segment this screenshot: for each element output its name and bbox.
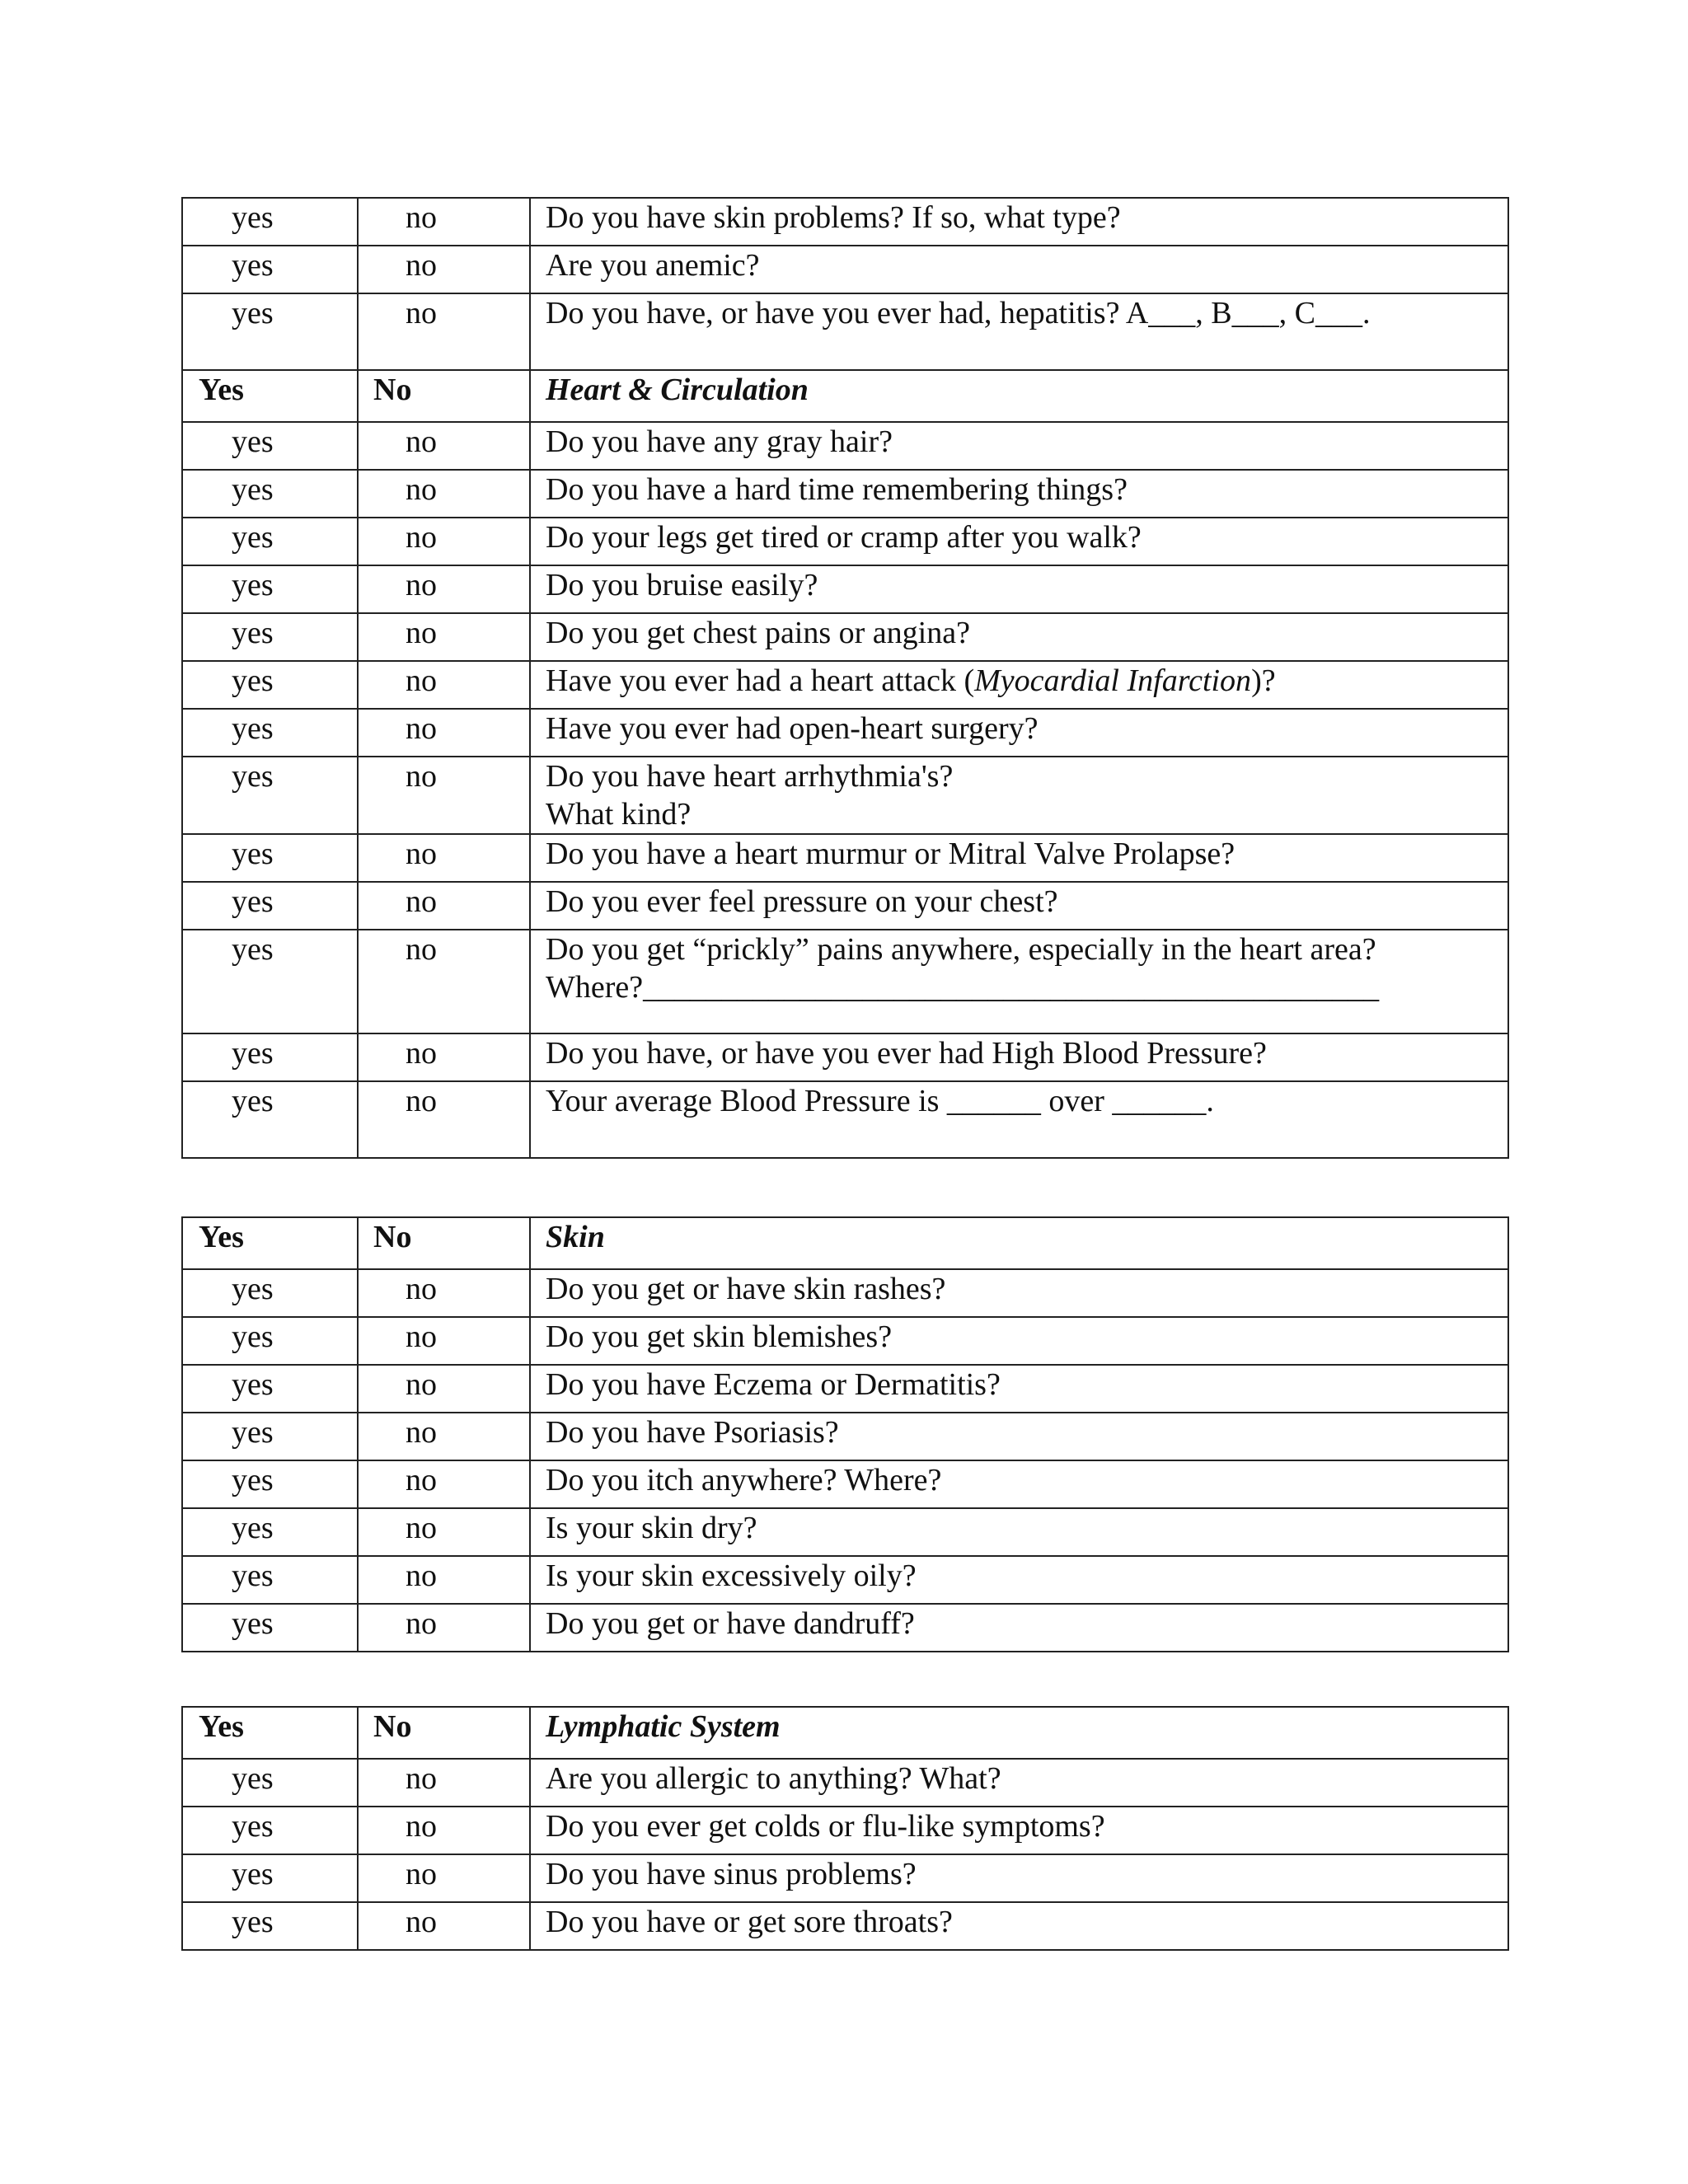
skin-table [181,1216,1509,1652]
table-row [182,198,1508,246]
table-row [182,1081,1508,1158]
question-text: Is your skin dry? [530,1508,1508,1556]
table-row [182,613,1508,661]
no-column-header: No [358,370,530,422]
question-text: Is your skin excessively oily? [530,1556,1508,1604]
yes-option[interactable]: yes [182,613,358,661]
yes-option[interactable]: yes [182,518,358,565]
question-text-term: Myocardial Infarction [974,663,1252,698]
section-header-row [182,1707,1508,1759]
no-column-header: No [358,1707,530,1759]
no-option[interactable]: no [358,1759,530,1807]
no-option[interactable]: no [358,1508,530,1556]
no-option[interactable]: no [358,246,530,293]
question-text-pre: Have you ever had a heart attack ( [546,663,975,698]
question-text: Do you have a hard time remembering things? [530,470,1508,518]
no-option[interactable]: no [358,293,530,370]
question-text [530,661,1508,709]
table-row [182,1902,1508,1950]
yes-option[interactable]: yes [182,246,358,293]
table-row [182,470,1508,518]
no-option[interactable]: no [358,1317,530,1365]
question-text: Do you have a heart murmur or Mitral Valve Prolapse? [530,834,1508,882]
no-option[interactable]: no [358,1902,530,1950]
question-text: Do your legs get tired or cramp after you walk? [530,518,1508,565]
no-option[interactable]: no [358,613,530,661]
table-row [182,422,1508,470]
no-option[interactable]: no [358,1081,530,1158]
question-line-1: Do you have heart arrhythmia's? [546,759,954,794]
question-text: Do you have skin problems? If so, what type? [530,198,1508,246]
question-text: Do you have Eczema or Dermatitis? [530,1365,1508,1413]
table-row [182,1854,1508,1902]
table-row [182,1556,1508,1604]
no-option[interactable]: no [358,470,530,518]
table-row [182,709,1508,757]
yes-option[interactable]: yes [182,1413,358,1460]
question-text [530,930,1508,1033]
no-option[interactable]: no [358,882,530,930]
no-option[interactable]: no [358,565,530,613]
section-title: Heart & Circulation [530,370,1508,422]
yes-option[interactable]: yes [182,1556,358,1604]
no-option[interactable]: no [358,518,530,565]
question-line-1: Do you get “prickly” pains anywhere, especially in the heart area? [546,932,1376,967]
question-text: Are you anemic? [530,246,1508,293]
no-option[interactable]: no [358,1556,530,1604]
table-row [182,930,1508,1033]
question-text: Do you get skin blemishes? [530,1317,1508,1365]
table-row [182,661,1508,709]
no-option[interactable]: no [358,1807,530,1854]
table-row [182,518,1508,565]
yes-option[interactable]: yes [182,757,358,834]
table-row [182,1365,1508,1413]
yes-option[interactable]: yes [182,834,358,882]
table-row [182,1807,1508,1854]
question-text-post: )? [1251,663,1276,698]
question-text: Do you have or get sore throats? [530,1902,1508,1950]
yes-option[interactable]: yes [182,1854,358,1902]
yes-option[interactable]: yes [182,1365,358,1413]
table-row [182,757,1508,834]
no-column-header: No [358,1217,530,1269]
lymphatic-table [181,1706,1509,1951]
question-text: Do you bruise easily? [530,565,1508,613]
no-option[interactable]: no [358,757,530,834]
question-text: Are you allergic to anything? What? [530,1759,1508,1807]
no-option[interactable]: no [358,1604,530,1652]
no-option[interactable]: no [358,1460,530,1508]
question-text: Do you have sinus problems? [530,1854,1508,1902]
yes-option[interactable]: yes [182,1604,358,1652]
no-option[interactable]: no [358,198,530,246]
yes-option[interactable]: yes [182,198,358,246]
yes-option[interactable]: yes [182,930,358,1033]
yes-option[interactable]: yes [182,709,358,757]
no-option[interactable]: no [358,661,530,709]
table-row [182,882,1508,930]
question-text: Do you ever feel pressure on your chest? [530,882,1508,930]
question-text: Have you ever had open-heart surgery? [530,709,1508,757]
yes-column-header: Yes [182,370,358,422]
question-text: Do you itch anywhere? Where? [530,1460,1508,1508]
table-row [182,246,1508,293]
no-option[interactable]: no [358,1269,530,1317]
table-row [182,1413,1508,1460]
no-option[interactable]: no [358,1365,530,1413]
table-row [182,1759,1508,1807]
yes-option[interactable]: yes [182,661,358,709]
yes-option[interactable]: yes [182,1033,358,1081]
no-option[interactable]: no [358,1033,530,1081]
no-option[interactable]: no [358,930,530,1033]
table-row [182,293,1508,370]
no-option[interactable]: no [358,834,530,882]
question-text: Do you have Psoriasis? [530,1413,1508,1460]
table-row [182,1460,1508,1508]
no-option[interactable]: no [358,1413,530,1460]
question-text: Do you have any gray hair? [530,422,1508,470]
question-text: Your average Blood Pressure is ______ over ______. [530,1081,1508,1158]
section-title: Lymphatic System [530,1707,1508,1759]
question-line-2: Where?_______________________________________________ [546,970,1380,1005]
table-row [182,1317,1508,1365]
yes-option[interactable]: yes [182,565,358,613]
table-row [182,1033,1508,1081]
section-header-row [182,1217,1508,1269]
question-text: Do you have, or have you ever had, hepatitis? A___, B___, C___. [530,293,1508,370]
table-row [182,1604,1508,1652]
question-line-2: What kind? [546,797,692,832]
yes-option[interactable]: yes [182,422,358,470]
table-row [182,1508,1508,1556]
heart-circulation-table [181,197,1509,1159]
no-option[interactable]: no [358,709,530,757]
question-text: Do you get or have skin rashes? [530,1269,1508,1317]
yes-option[interactable]: yes [182,1508,358,1556]
yes-option[interactable]: yes [182,293,358,370]
section-title: Skin [530,1217,1508,1269]
table-row [182,1269,1508,1317]
no-option[interactable]: no [358,1854,530,1902]
yes-option[interactable]: yes [182,470,358,518]
yes-option[interactable]: yes [182,1460,358,1508]
yes-option[interactable]: yes [182,1317,358,1365]
question-text [530,757,1508,834]
yes-column-header: Yes [182,1217,358,1269]
yes-option[interactable]: yes [182,1269,358,1317]
section-header-row [182,370,1508,422]
table-row [182,565,1508,613]
yes-option[interactable]: yes [182,1759,358,1807]
yes-option[interactable]: yes [182,1081,358,1158]
question-text: Do you get or have dandruff? [530,1604,1508,1652]
table-row [182,834,1508,882]
yes-column-header: Yes [182,1707,358,1759]
no-option[interactable]: no [358,422,530,470]
yes-option[interactable]: yes [182,1902,358,1950]
question-text: Do you get chest pains or angina? [530,613,1508,661]
yes-option[interactable]: yes [182,882,358,930]
yes-option[interactable]: yes [182,1807,358,1854]
question-text: Do you ever get colds or flu-like symptoms? [530,1807,1508,1854]
question-text: Do you have, or have you ever had High Blood Pressure? [530,1033,1508,1081]
